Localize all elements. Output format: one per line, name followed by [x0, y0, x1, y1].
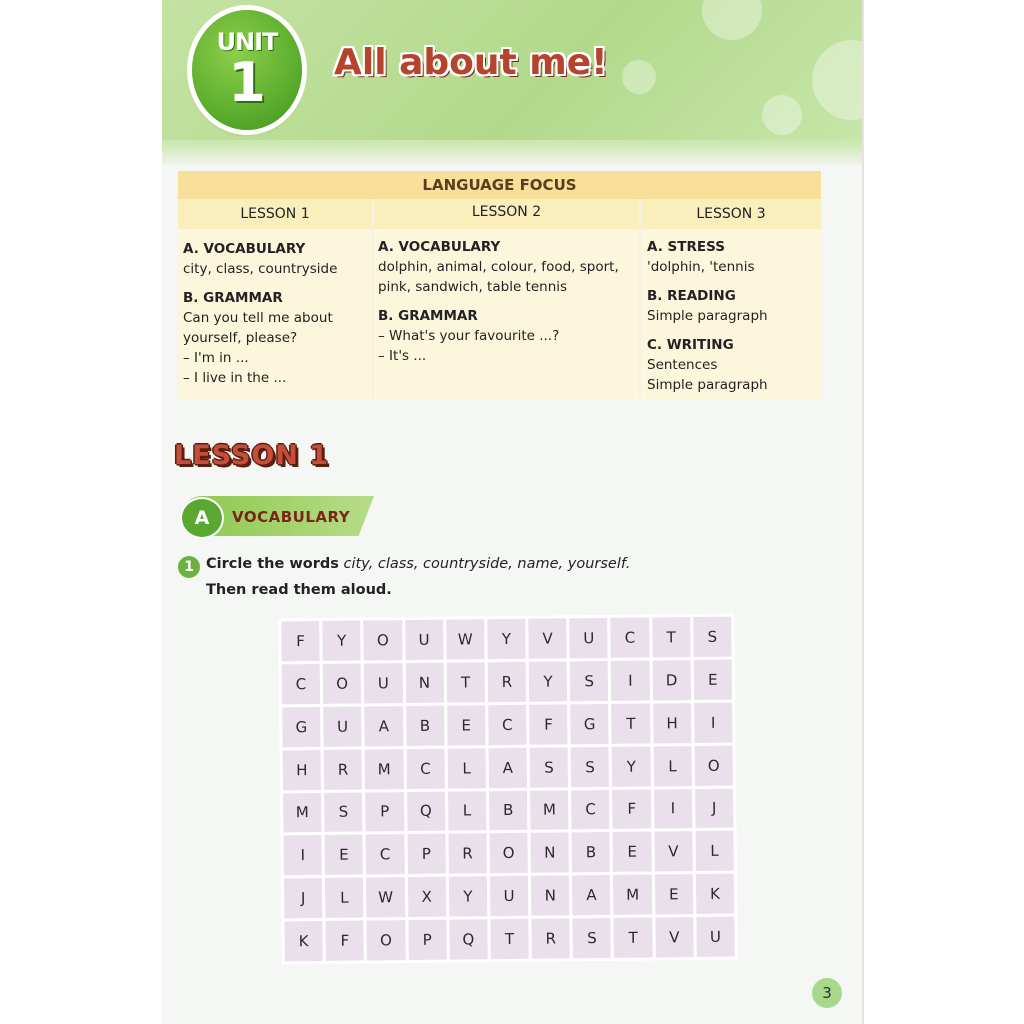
lesson-3-stress-title: A. STRESS: [647, 239, 725, 255]
grid-letter[interactable]: J: [284, 878, 323, 918]
grid-letter[interactable]: F: [326, 921, 365, 961]
grid-letter[interactable]: M: [365, 749, 404, 789]
grid-letter[interactable]: H: [653, 703, 692, 743]
grid-letter[interactable]: K: [696, 874, 735, 914]
lesson-3-reading-line: Simple paragraph: [647, 308, 768, 324]
grid-letter[interactable]: E: [325, 835, 364, 875]
grid-letter[interactable]: U: [323, 706, 362, 746]
grid-letter[interactable]: Y: [449, 876, 488, 916]
grid-letter[interactable]: C: [282, 664, 321, 704]
grid-letter[interactable]: R: [488, 662, 527, 702]
lesson-3-reading-title: B. READING: [647, 288, 736, 304]
lesson-1-vocab-title: A. VOCABULARY: [183, 241, 306, 257]
grid-letter[interactable]: F: [612, 789, 651, 829]
grid-letter[interactable]: G: [282, 707, 321, 747]
column-divider: [372, 199, 374, 399]
exercise-number: 1: [178, 556, 200, 578]
lesson-3-writing-line: Simple paragraph: [647, 377, 768, 393]
grid-letter[interactable]: I: [283, 835, 322, 875]
language-focus-table: [178, 171, 821, 399]
grid-letter[interactable]: U: [364, 663, 403, 703]
section-letter: A: [180, 497, 224, 539]
grid-letter[interactable]: R: [448, 834, 487, 874]
grid-letter[interactable]: L: [653, 746, 692, 786]
page-number: 3: [812, 978, 842, 1008]
lesson-1-grammar-title: B. GRAMMAR: [183, 290, 283, 306]
grid-letter[interactable]: W: [446, 619, 485, 659]
lesson-title: LESSON 1: [174, 440, 330, 471]
unit-badge: [192, 10, 302, 130]
grid-letter[interactable]: C: [488, 705, 527, 745]
grid-letter[interactable]: M: [283, 792, 322, 832]
grid-letter[interactable]: T: [446, 662, 485, 702]
grid-letter[interactable]: E: [447, 705, 486, 745]
grid-letter[interactable]: L: [448, 791, 487, 831]
grid-letter[interactable]: F: [281, 621, 320, 661]
lesson-2-vocab-title: A. VOCABULARY: [378, 239, 501, 255]
grid-letter[interactable]: O: [694, 745, 733, 785]
unit-word: UNIT: [216, 28, 278, 56]
grid-letter[interactable]: E: [693, 660, 732, 700]
grid-letter[interactable]: L: [447, 748, 486, 788]
lesson-3-stress-line: 'dolphin, 'tennis: [647, 259, 755, 275]
grid-letter[interactable]: C: [366, 834, 405, 874]
grid-letter[interactable]: P: [365, 792, 404, 832]
grid-letter[interactable]: S: [324, 792, 363, 832]
lesson-2-grammar-line: – It's ...: [378, 348, 427, 364]
word-search-grid: [278, 614, 738, 965]
grid-letter[interactable]: Q: [407, 791, 446, 831]
grid-letter[interactable]: C: [611, 618, 650, 658]
grid-letter[interactable]: I: [694, 702, 733, 742]
grid-letter[interactable]: A: [488, 747, 527, 787]
grid-letter[interactable]: J: [695, 788, 734, 828]
lesson-2-grammar-title: B. GRAMMAR: [378, 308, 478, 324]
grid-letter[interactable]: T: [490, 919, 529, 959]
lesson-2-content: [378, 237, 638, 366]
grid-letter[interactable]: S: [530, 747, 569, 787]
grid-letter[interactable]: S: [570, 661, 609, 701]
grid-letter[interactable]: A: [364, 706, 403, 746]
grid-letter[interactable]: M: [613, 875, 652, 915]
grid-letter[interactable]: T: [652, 617, 691, 657]
grid-letter[interactable]: C: [406, 748, 445, 788]
lesson-3-writing-line: Sentences: [647, 357, 718, 373]
grid-letter[interactable]: Q: [449, 919, 488, 959]
grid-letter[interactable]: N: [531, 833, 570, 873]
grid-letter[interactable]: B: [572, 832, 611, 872]
exercise-instruction: [206, 556, 630, 572]
grid-letter[interactable]: T: [612, 703, 651, 743]
grid-letter[interactable]: E: [613, 832, 652, 872]
grid-letter[interactable]: P: [407, 834, 446, 874]
exercise-instruction-line2: Then read them aloud.: [206, 582, 392, 598]
instruction-bold: Circle the words: [206, 556, 339, 572]
grid-letter[interactable]: D: [652, 660, 691, 700]
grid-letter[interactable]: V: [655, 917, 694, 957]
grid-letter[interactable]: O: [367, 920, 406, 960]
grid-letter[interactable]: G: [570, 704, 609, 744]
grid-letter[interactable]: V: [654, 831, 693, 871]
grid-letter[interactable]: S: [573, 918, 612, 958]
lesson-2-vocab-line: dolphin, animal, colour, food, sport,: [378, 259, 619, 275]
grid-letter[interactable]: C: [571, 789, 610, 829]
language-focus-header: LANGUAGE FOCUS: [178, 171, 821, 199]
lesson-1-content: [183, 239, 371, 388]
grid-letter[interactable]: O: [364, 620, 403, 660]
grid-letter[interactable]: A: [572, 875, 611, 915]
lesson-2-heading: LESSON 2: [374, 199, 639, 229]
grid-letter[interactable]: R: [324, 749, 363, 789]
instruction-words: city, class, countryside, name, yourself.: [343, 556, 631, 572]
grid-letter[interactable]: V: [528, 618, 567, 658]
grid-letter[interactable]: N: [531, 876, 570, 916]
lesson-2-vocab-line: pink, sandwich, table tennis: [378, 279, 568, 295]
lesson-2-grammar-line: – What's your favourite ...?: [378, 328, 560, 344]
grid-letter[interactable]: R: [531, 918, 570, 958]
grid-letter[interactable]: F: [529, 704, 568, 744]
grid-letter[interactable]: X: [407, 877, 446, 917]
grid-letter[interactable]: W: [366, 877, 405, 917]
unit-title: All about me!: [334, 42, 608, 83]
grid-letter[interactable]: Y: [487, 619, 526, 659]
grid-letter[interactable]: N: [405, 663, 444, 703]
grid-letter[interactable]: Y: [322, 621, 361, 661]
grid-letter[interactable]: L: [695, 831, 734, 871]
grid-letter[interactable]: U: [569, 618, 608, 658]
column-divider: [639, 199, 641, 399]
lesson-1-heading: LESSON 1: [178, 199, 372, 229]
grid-letter[interactable]: I: [654, 789, 693, 829]
grid-letter[interactable]: T: [614, 918, 653, 958]
lesson-1-grammar-line: – I'm in ...: [183, 350, 249, 366]
page-edge: [862, 0, 864, 1024]
grid-letter[interactable]: U: [490, 876, 529, 916]
unit-number: 1: [228, 51, 266, 114]
grid-letter[interactable]: O: [323, 663, 362, 703]
workbook-page: [162, 0, 862, 1024]
grid-letter[interactable]: Y: [612, 746, 651, 786]
lesson-1-grammar-line: yourself, please?: [183, 330, 298, 346]
lesson-1-grammar-line: – I live in the ...: [183, 370, 287, 386]
grid-letter[interactable]: S: [693, 617, 732, 657]
grid-letter[interactable]: P: [408, 920, 447, 960]
grid-letter[interactable]: M: [530, 790, 569, 830]
lesson-1-vocab-line: city, class, countryside: [183, 261, 338, 277]
grid-letter[interactable]: K: [284, 921, 323, 961]
lesson-3-content: [647, 237, 819, 395]
banner-fade: [162, 140, 862, 164]
grid-letter[interactable]: U: [696, 917, 735, 957]
grid-letter[interactable]: E: [655, 874, 694, 914]
grid-letter[interactable]: L: [325, 878, 364, 918]
lesson-3-writing-title: C. WRITING: [647, 337, 734, 353]
grid-letter[interactable]: B: [489, 790, 528, 830]
section-label: VOCABULARY: [232, 508, 351, 526]
grid-letter[interactable]: H: [283, 750, 322, 790]
grid-letter[interactable]: O: [489, 833, 528, 873]
grid-letter[interactable]: I: [611, 660, 650, 700]
lesson-1-grammar-line: Can you tell me about: [183, 310, 333, 326]
grid-letter[interactable]: U: [405, 620, 444, 660]
lesson-3-heading: LESSON 3: [641, 199, 821, 229]
grid-letter[interactable]: S: [571, 747, 610, 787]
grid-letter[interactable]: B: [406, 705, 445, 745]
grid-letter[interactable]: Y: [529, 661, 568, 701]
